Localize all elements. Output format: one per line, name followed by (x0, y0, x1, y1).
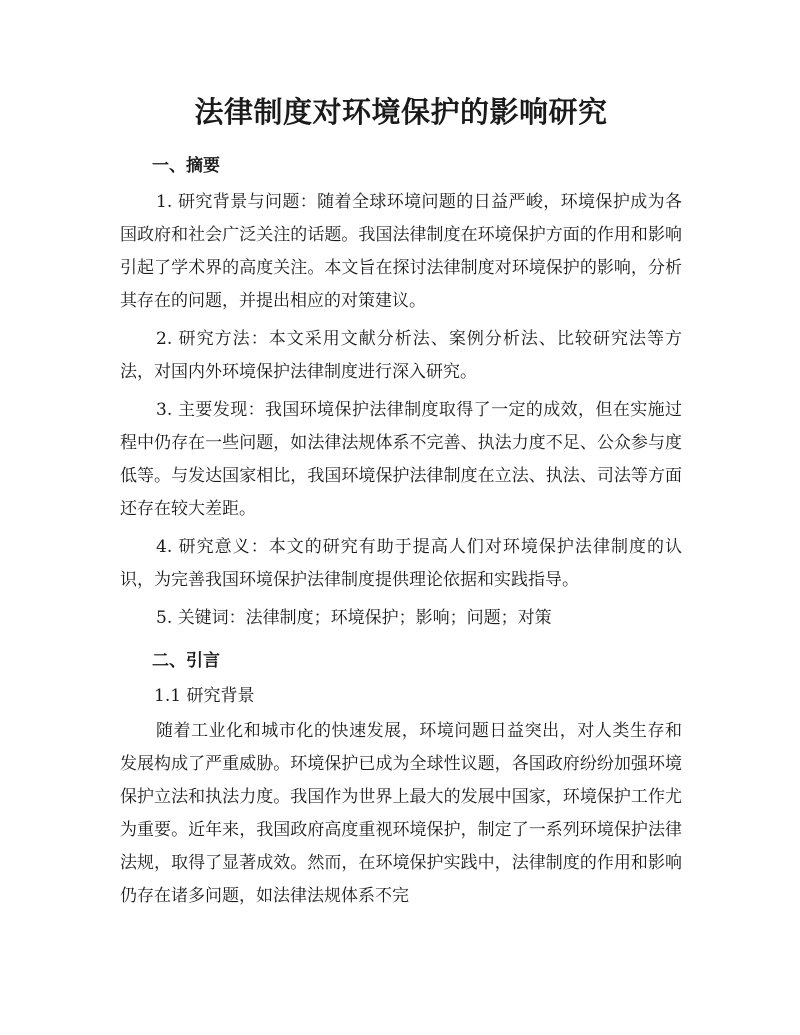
abstract-item-1: 1. 研究背景与问题：随着全球环境问题的日益严峻，环境保护成为各国政府和社会广泛关注的话题。我国法律制度在环境保护方面的作用和影响引起了学术界的高度关注。本文旨在探讨法律制度对环境保护的影响，分析其存在的问题，并提出相应的对策建议。 (120, 192, 682, 311)
abstract-item-3: 3. 主要发现：我国环境保护法律制度取得了一定的成效，但在实施过程中仍存在一些问题，如法律法规体系不完善、执法力度不足、公众参与度低等。与发达国家相比，我国环境保护法律制度在立法、执法、司法等方面还存在较大差距。 (120, 400, 682, 519)
abstract-item-4: 4. 研究意义：本文的研究有助于提高人们对环境保护法律制度的认识，为完善我国环境保护法律制度提供理论依据和实践指导。 (120, 537, 682, 590)
page-title: 法律制度对环境保护的影响研究 (194, 95, 608, 129)
abstract-heading: 一、摘要 (152, 156, 220, 176)
keywords: 5. 关键词：法律制度；环境保护；影响；问题；对策 (156, 608, 552, 628)
intro-paragraph: 随着工业化和城市化的快速发展，环境问题日益突出，对人类生存和发展构成了严重威胁。环境保护已成为全球性议题，各国政府纷纷加强环境保护立法和执法力度。我国作为世界上最大的发展中国家，环境保护工作尤为重要。近年来，我国政府高度重视环境保护，制定了一系列环境保护法律法规，取得了显著成效。然而，在环境保护实践中，法律制度的作用和影响仍存在诸多问题，如法律法规体系不完 (120, 721, 682, 906)
intro-subheading: 1.1 研究背景 (154, 686, 255, 706)
abstract-item-2: 2. 研究方法：本文采用文献分析法、案例分析法、比较研究法等方法，对国内外环境保护法律制度进行深入研究。 (120, 329, 682, 382)
intro-heading: 二、引言 (152, 651, 220, 671)
